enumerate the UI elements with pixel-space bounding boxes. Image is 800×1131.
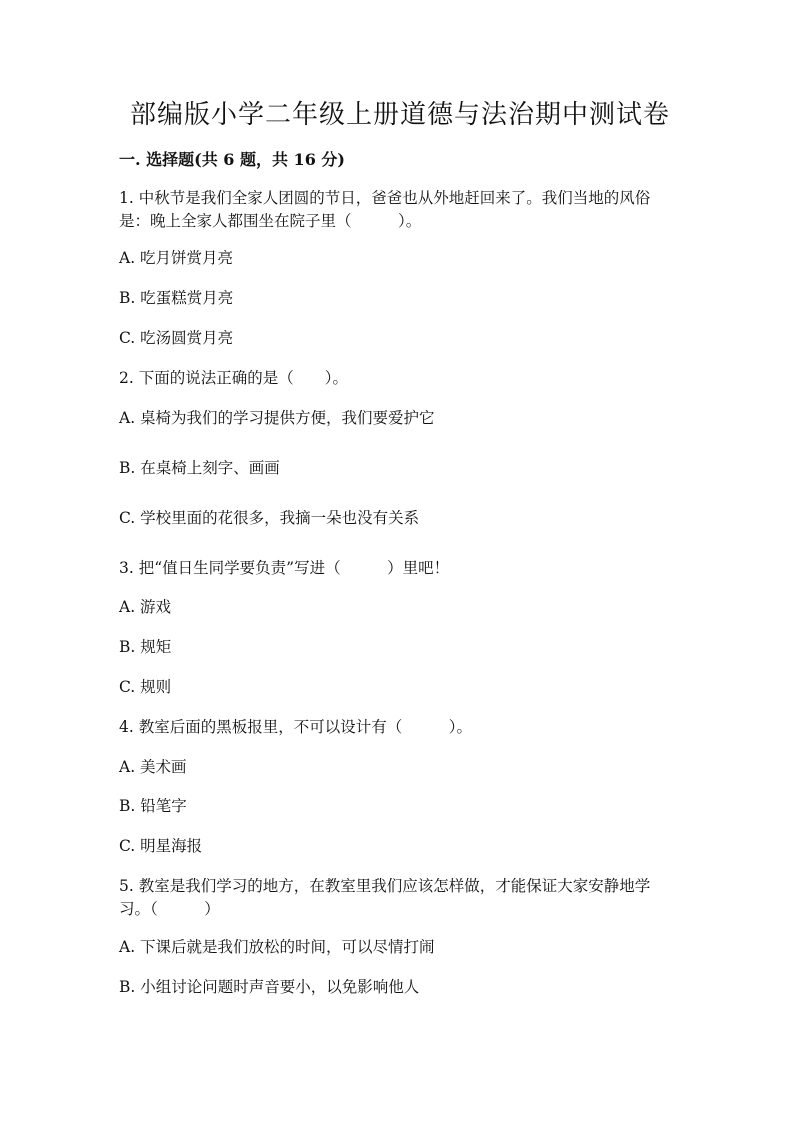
question-4-stem: 4. 教室后面的黑板报里，不可以设计有（ ）。 (119, 718, 472, 736)
question-1-stem-line-2: 是：晚上全家人都围坐在院子里（ ）。 (119, 212, 422, 230)
question-2-option-c: C. 学校里面的花很多，我摘一朵也没有关系 (119, 509, 420, 527)
page-title: 部编版小学二年级上册道德与法治期中测试卷 (129, 100, 670, 130)
question-4-option-b: B. 铅笔字 (119, 797, 187, 815)
question-2-option-a: A. 桌椅为我们的学习提供方便，我们要爱护它 (119, 409, 435, 427)
question-5-option-b: B. 小组讨论问题时声音要小，以免影响他人 (119, 978, 420, 996)
question-1-option-b: B. 吃蛋糕赏月亮 (119, 289, 234, 307)
question-3-stem: 3. 把“值日生同学要负责”写进（ ）里吧！ (119, 559, 450, 577)
section-heading: 一. 选择题(共 6 题，共 16 分) (119, 150, 345, 169)
question-1-option-c: C. 吃汤圆赏月亮 (119, 329, 234, 347)
question-2-option-b: B. 在桌椅上刻字、画画 (119, 459, 280, 477)
question-5-option-a: A. 下课后就是我们放松的时间，可以尽情打闹 (119, 938, 435, 956)
question-5-stem-line-2: 习。（ ） (119, 900, 220, 918)
question-2-stem: 2. 下面的说法正确的是（ ）。 (119, 369, 348, 387)
question-1-stem-line-1: 1. 中秋节是我们全家人团圆的节日，爸爸也从外地赶回来了。我们当地的风俗 (119, 189, 651, 207)
question-1-option-a: A. 吃月饼赏月亮 (119, 249, 234, 267)
question-3-option-a: A. 游戏 (119, 598, 172, 616)
question-4-option-c: C. 明星海报 (119, 837, 203, 855)
question-3-option-b: B. 规矩 (119, 638, 172, 656)
question-3-option-c: C. 规则 (119, 678, 172, 696)
question-5-stem-line-1: 5. 教室是我们学习的地方，在教室里我们应该怎样做，才能保证大家安静地学 (119, 877, 651, 895)
question-4-option-a: A. 美术画 (119, 758, 187, 776)
